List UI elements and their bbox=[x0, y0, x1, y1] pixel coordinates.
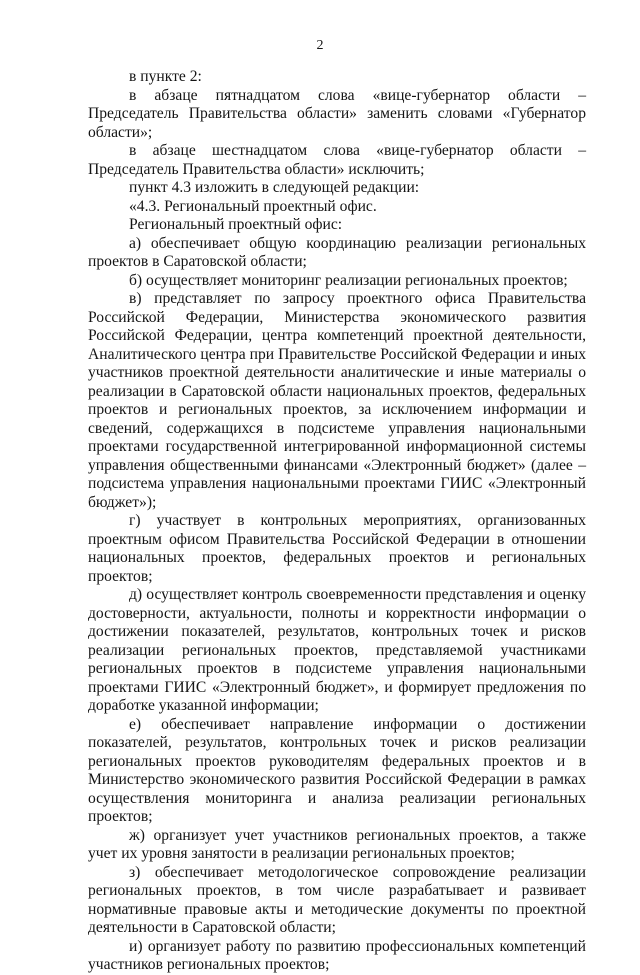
paragraph-office-intro: Региональный проектный офис: bbox=[129, 216, 343, 233]
list-item-e: е) обеспечивает направление информации о достижении показателей, результатов, контрольных точек и рисков реализации региональных проектов руководителям федеральных проектов и в Министерство экономического развития Российской Федерации в рамках осуществления мониторинга и анализа реализации региональных проектов; bbox=[88, 715, 586, 825]
list-item-b: б) осуществляет мониторинг реализации региональных проектов; bbox=[129, 271, 568, 289]
paragraph-fifteenth-abzac: в абзаце пятнадцатом слова «вице-губернатор области – Председатель Правительства области» заменить словами «Губернатор области»; bbox=[88, 86, 586, 141]
list-item-d: д) осуществляет контроль своевременности представления и оценку достоверности, актуальности, полноты и корректности информации о достижении показателей, результатов, контрольных точек и рисков реализации региональных проектов, представляемой участниками региональных проектов в подсистеме управления национальными проектами ГИИС «Электронный бюджет», и формирует предложения по доработке указанной информации; bbox=[88, 586, 586, 714]
section-heading-4-3: «4.3. Региональный проектный офис. bbox=[129, 197, 377, 215]
page-number: 2 bbox=[316, 38, 324, 53]
list-item-v: в) представляет по запросу проектного офиса Правительства Российской Федерации, Министерства экономического развития Российской Федерации, центра компетенций проектной деятельности, Аналитического центра при Правительстве Российской Федерации и иных участников проектной деятельности аналитические и иные материалы о реализации в Саратовской области национальных проектов, федеральных проектов и региональных проектов, за исключением информации и сведений, содержащихся в подсистеме управления национальными проектами государственной интегрированной информационной системы управления общественными финансами «Электронный бюджет» (далее – подсистема управления национальными проектами ГИИС «Электронный бюджет»); bbox=[88, 290, 586, 511]
paragraph-point-4-3-intro: пункт 4.3 изложить в следующей редакции: bbox=[129, 179, 420, 196]
list-item-zh: ж) организует учет участников региональных проектов, а также учет их уровня занятости в реализации региональных проектов; bbox=[88, 826, 586, 862]
list-item-i: и) организует работу по развитию профессиональных компетенций участников региональных проектов; bbox=[88, 937, 586, 973]
paragraph-sixteenth-abzac: в абзаце шестнадцатом слова «вице-губернатор области – Председатель Правительства области» исключить; bbox=[88, 142, 586, 178]
paragraph-item-2: в пункте 2: bbox=[129, 68, 202, 85]
list-item-g: г) участвует в контрольных мероприятиях, организованных проектным офисом Правительства Российской Федерации в отношении национальных проектов, федеральных проектов и региональных проектов; bbox=[88, 512, 586, 585]
document-body bbox=[88, 68, 586, 975]
list-item-z: з) обеспечивает методологическое сопровождение реализации региональных проектов, в том числе разрабатывает и развивает нормативные правовые акты и методические документы по проектной деятельности в Саратовской области; bbox=[88, 863, 586, 936]
list-item-a: а) обеспечивает общую координацию реализации региональных проектов в Саратовской области; bbox=[88, 234, 586, 270]
